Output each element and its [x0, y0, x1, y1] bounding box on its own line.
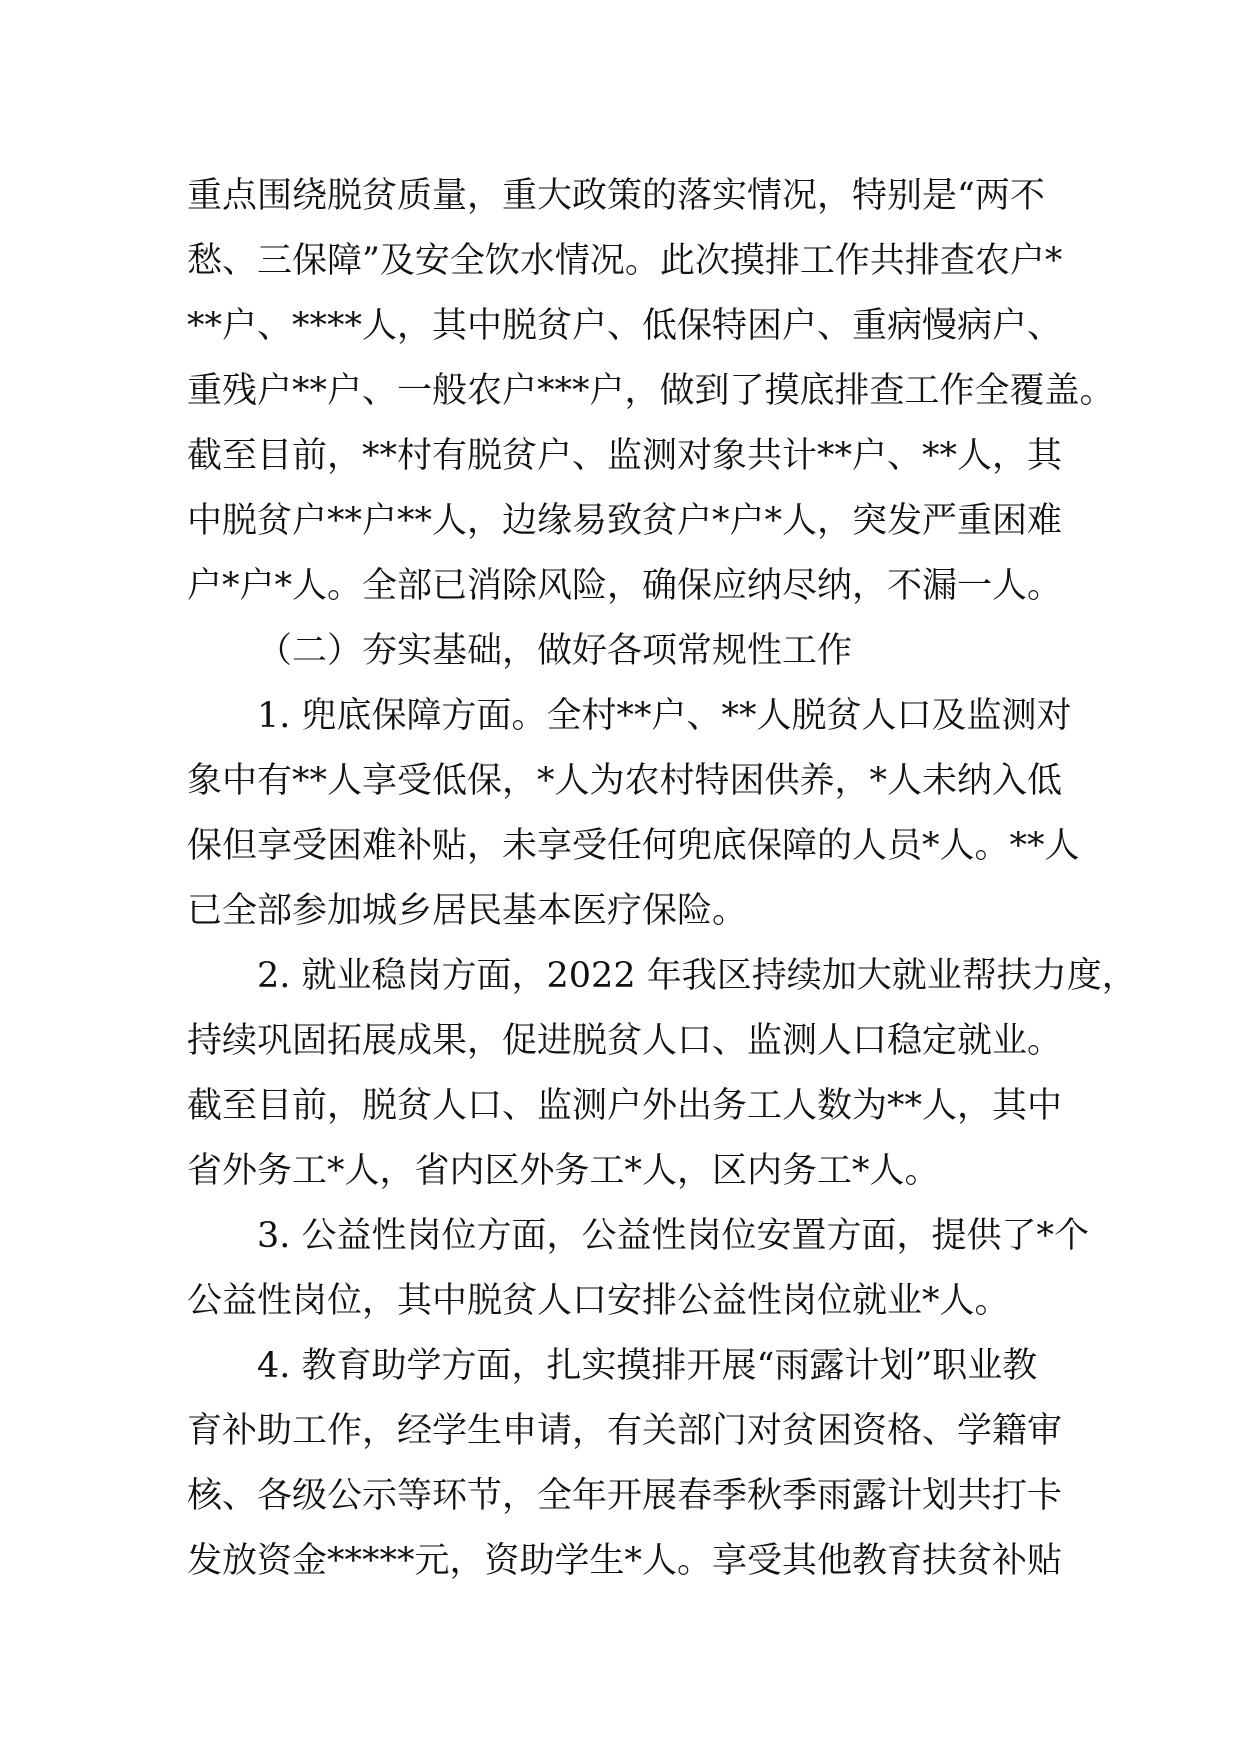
- text-line: 省外务工*人，省内区外务工*人，区内务工*人。: [187, 1151, 940, 1191]
- text-line: 愁、三保障”及安全饮水情况。此次摸排工作共排查农户*: [187, 241, 1063, 281]
- document-body: [187, 164, 1137, 1594]
- text-line: 已全部参加城乡居民基本医疗保险。: [187, 891, 748, 931]
- section-heading: （二）夯实基础，做好各项常规性工作: [257, 631, 853, 671]
- text-line: **户、****人，其中脱贫户、低保特困户、重病慢病户、: [187, 306, 1063, 346]
- text-line: 2. 就业稳岗方面，2022 年我区持续加大就业帮扶力度，: [257, 956, 1137, 996]
- text-line: 育补助工作，经学生申请，有关部门对贫困资格、学籍审: [187, 1411, 1063, 1451]
- text-line: 1. 兜底保障方面。全村**户、**人脱贫人口及监测对: [257, 696, 1072, 736]
- text-line: 户*户*人。全部已消除风险，确保应纳尽纳，不漏一人。: [187, 566, 1063, 606]
- text-line: 重残户**户、一般农户***户，做到了摸底排查工作全覆盖。: [187, 371, 1115, 411]
- text-line: 重点围绕脱贫质量，重大政策的落实情况，特别是“两不: [187, 176, 1045, 216]
- text-line: 4. 教育助学方面，扎实摸排开展“雨露计划”职业教: [257, 1346, 1038, 1386]
- text-line: 象中有**人享受低保，*人为农村特困供养，*人未纳入低: [187, 761, 1063, 801]
- text-line: 截至目前，**村有脱贫户、监测对象共计**户、**人，其: [187, 436, 1063, 476]
- text-line: 中脱贫户**户**人，边缘易致贫户*户*人，突发严重困难: [187, 501, 1063, 541]
- text-line: 核、各级公示等环节，全年开展春季秋季雨露计划共打卡: [187, 1476, 1063, 1516]
- text-line: 3. 公益性岗位方面，公益性岗位安置方面，提供了*个: [257, 1216, 1090, 1256]
- text-line: 公益性岗位，其中脱贫人口安排公益性岗位就业*人。: [187, 1281, 1010, 1321]
- text-line: 截至目前，脱贫人口、监测户外出务工人数为**人，其中: [187, 1086, 1063, 1126]
- text-line: 持续巩固拓展成果，促进脱贫人口、监测人口稳定就业。: [187, 1021, 1063, 1061]
- text-line: 保但享受困难补贴，未享受任何兜底保障的人员*人。**人: [187, 826, 1080, 866]
- text-line: 发放资金*****元，资助学生*人。享受其他教育扶贫补贴: [187, 1541, 1063, 1581]
